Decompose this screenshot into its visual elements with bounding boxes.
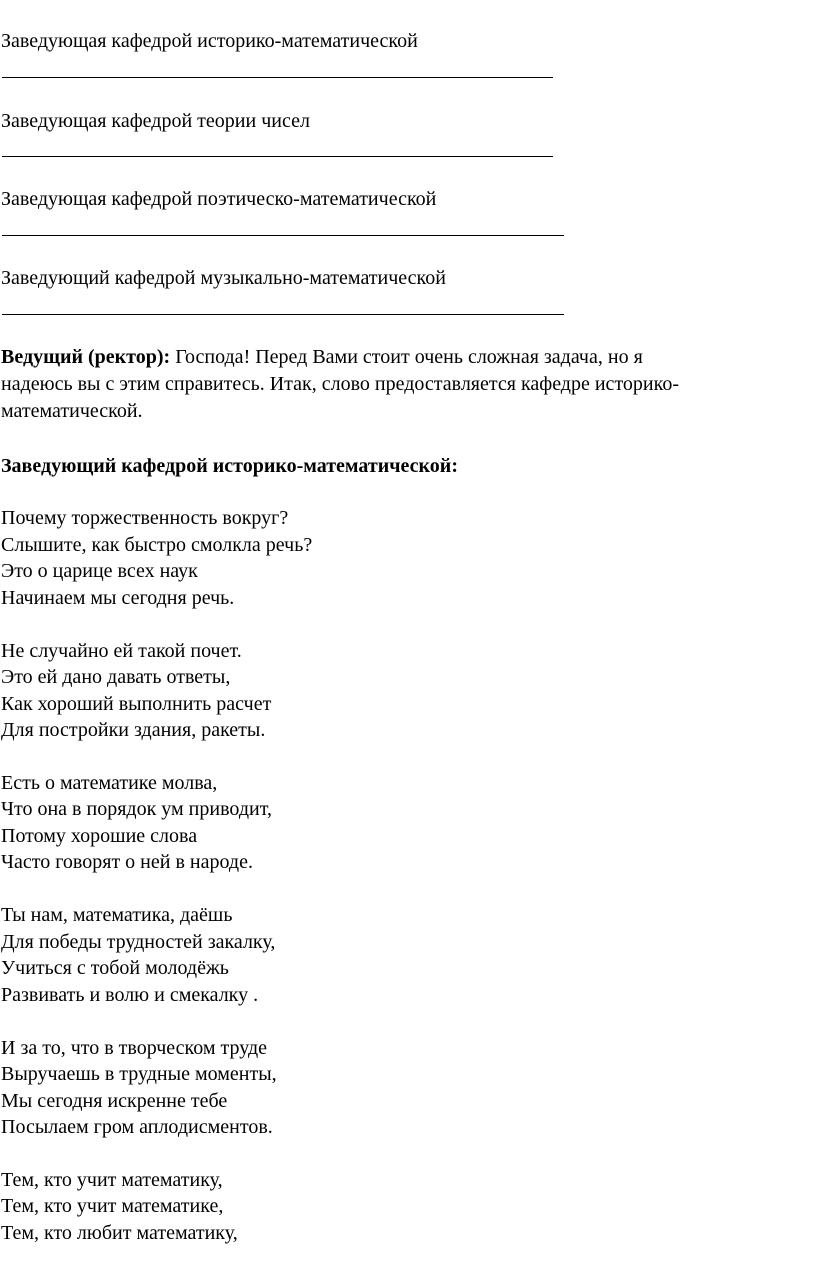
poem-line: Тем, кто учит математике,: [1, 1195, 224, 1217]
poem-line: Развивать и волю и смекалку .: [1, 984, 259, 1006]
host-speaker-label: Ведущий (ректор):: [1, 346, 171, 368]
poem-line: Тем, кто любит математику,: [1, 1222, 238, 1244]
poem-line: Начинаем мы сегодня речь.: [1, 587, 235, 609]
poem-line: Мы сегодня искренне тебе: [1, 1090, 228, 1112]
host-paragraph-line-2: надеюсь вы с этим справитесь. Итак, слово предоставляется кафедре историко-: [1, 373, 679, 395]
poem-line: Выручаешь в трудные моменты,: [1, 1063, 277, 1085]
department-line-1: Заведующая кафедрой историко-математической: [1, 30, 418, 52]
signature-rule-3: [2, 235, 564, 236]
poem-line: Это ей дано давать ответы,: [1, 666, 231, 688]
poem-line: Учиться с тобой молодёжь: [1, 957, 229, 979]
poem-line: Есть о математике молва,: [1, 772, 218, 794]
poem-line: Как хороший выполнить расчет: [1, 693, 272, 715]
department-line-2: Заведующая кафедрой теории чисел: [1, 110, 310, 132]
poem-line: Потому хорошие слова: [1, 825, 198, 847]
host-paragraph-line-3: математической.: [1, 400, 143, 422]
signature-rule-4: [2, 314, 564, 315]
poem-line: Тем, кто учит математику,: [1, 1169, 223, 1191]
poem-line: И за то, что в творческом труде: [1, 1037, 268, 1059]
poem-line: Для постройки здания, ракеты.: [1, 719, 266, 741]
poem-line: Для победы трудностей закалку,: [1, 931, 276, 953]
department-line-3: Заведующая кафедрой поэтическо-математической: [1, 188, 437, 210]
host-text-line-1: Господа! Перед Вами стоит очень сложная задача, но я: [170, 346, 643, 368]
poem-line: Почему торжественность вокруг?: [1, 507, 289, 529]
poem-line: Посылаем гром аплодисментов.: [1, 1116, 273, 1138]
poem-line: Это о царице всех наук: [1, 560, 198, 582]
poem-line: Ты нам, математика, даёшь: [1, 904, 233, 926]
poem-line: Слышите, как быстро смолкла речь?: [1, 534, 313, 556]
department-line-4: Заведующий кафедрой музыкально-математической: [1, 267, 446, 289]
host-paragraph-line-1: [1, 344, 643, 370]
signature-rule-1: [2, 77, 553, 78]
poem-line: Не случайно ей такой почет.: [1, 640, 242, 662]
poem-line: Что она в порядок ум приводит,: [1, 798, 272, 820]
poem-line: Часто говорят о ней в народе.: [1, 851, 253, 873]
speaker-heading: Заведующий кафедрой историко-математической:: [1, 455, 458, 477]
signature-rule-2: [2, 156, 553, 157]
